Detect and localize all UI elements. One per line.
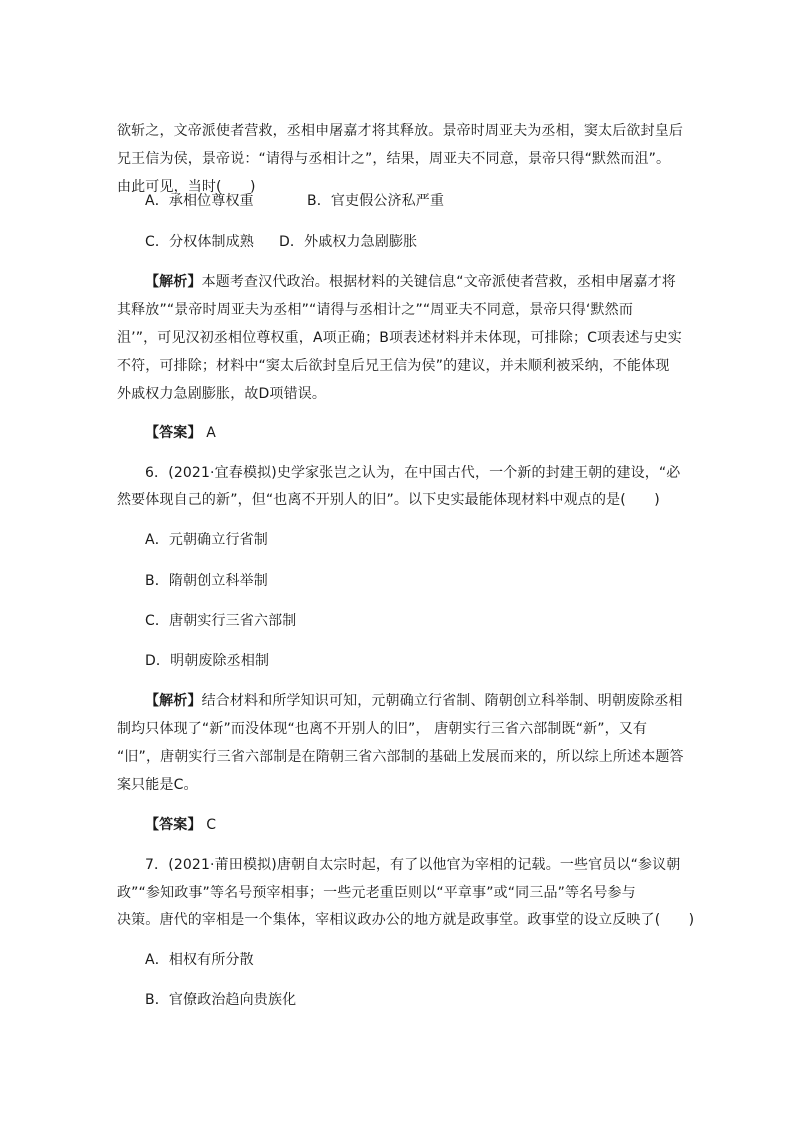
q6-analysis-line-1 [145, 691, 683, 711]
q6-answer-tag: 【答案】 [145, 817, 202, 833]
q5-stem-line-2: 兄王信为侯，景帝说：“请得与丞相计之”，结果，周亚夫不同意，景帝只得“默然而沮”。 [117, 151, 671, 167]
q6-stem-line-2: 然要体现自己的新”，但“也离不开别人的旧”。以下史实最能体现材料中观点的是( ) [117, 492, 660, 508]
q6-analysis-line-3: “旧”，唐朝实行三省六部制是在隋朝三省六部制的基础上发展而来的，所以综上所述本题答 [117, 749, 684, 765]
q7-stem-line-3: 决策。唐代的宰相是一个集体，宰相议政办公的地方就是政事堂。政事堂的设立反映了( ) [117, 912, 695, 928]
q5-option-c: C．分权体制成熟 [145, 234, 254, 250]
q5-answer-tag: 【答案】 [145, 425, 202, 441]
q5-analysis-line-2: 其释放”“景帝时周亚夫为丞相”“请得与丞相计之”“周亚夫不同意，景帝只得‘默然而 [117, 302, 633, 318]
q6-answer: C [206, 817, 217, 833]
q5-analysis-text-1: 本题考查汉代政治。根据材料的关键信息“文帝派使者营救，丞相申屠嘉才将 [201, 274, 676, 290]
q5-stem-line-1: 欲斩之，文帝派使者营救，丞相申屠嘉才将其释放。景帝时周亚夫为丞相，窦太后欲封皇后 [117, 123, 683, 139]
q5-option-d: D．外戚权力急剧膨胀 [279, 234, 418, 250]
q6-analysis-line-2: 制均只体现了“新”而没体现“也离不开别人的旧”， 唐朝实行三省六部制既“新”，又有 [117, 721, 648, 737]
q6-stem-line-1: 6．(2021·宜春模拟)史学家张岂之认为，在中国古代，一个新的封建王朝的建设，“必 [145, 465, 681, 481]
q5-analysis-line-4: 不符，可排除；材料中“窦太后欲封皇后兄王信为侯”的建议，并未顺利被采纳，不能体现 [117, 358, 670, 374]
q5-analysis-line-5: 外戚权力急剧膨胀，故D项错误。 [117, 386, 327, 402]
q5-answer: A [206, 425, 216, 441]
q5-analysis-line-3: 沮’”，可见汉初丞相位尊权重，A项正确；B项表述材料并未体现，可排除；C项表述与史实 [117, 330, 682, 346]
q7-option-b: B．官僚政治趋向贵族化 [145, 992, 297, 1008]
q7-stem-line-1: 7．(2021·莆田模拟)唐朝自太宗时起，有了以他官为宰相的记载。一些官员以“参议朝 [145, 857, 681, 873]
q6-option-c: C．唐朝实行三省六部制 [145, 613, 297, 629]
q5-stem-line-3: 由此可见，当时( ) [117, 179, 256, 195]
q6-answer-line [145, 815, 216, 835]
q6-analysis-line-4: 案只能是C。 [117, 777, 198, 793]
q5-option-a: A．承相位尊权重 [145, 193, 254, 209]
q5-option-b: B．官吏假公济私严重 [307, 193, 445, 209]
q7-stem-line-2: 政”“参知政事”等名号预宰相事；一些元老重臣则以“平章事”或“同三品”等名号参与 [117, 885, 636, 901]
q6-analysis-text-1: 结合材料和所学知识可知，元朝确立行省制、隋朝创立科举制、明朝废除丞相 [201, 693, 683, 709]
q6-option-b: B．隋朝创立科举制 [145, 573, 268, 589]
q5-analysis-tag: 【解析】 [145, 274, 202, 290]
q5-analysis-line-1 [145, 272, 676, 292]
q5-answer-line [145, 423, 216, 443]
q7-option-a: A．相权有所分散 [145, 952, 254, 968]
q6-option-d: D．明朝废除丞相制 [145, 653, 270, 669]
q6-analysis-tag: 【解析】 [145, 693, 202, 709]
q6-option-a: A．元朝确立行省制 [145, 532, 268, 548]
